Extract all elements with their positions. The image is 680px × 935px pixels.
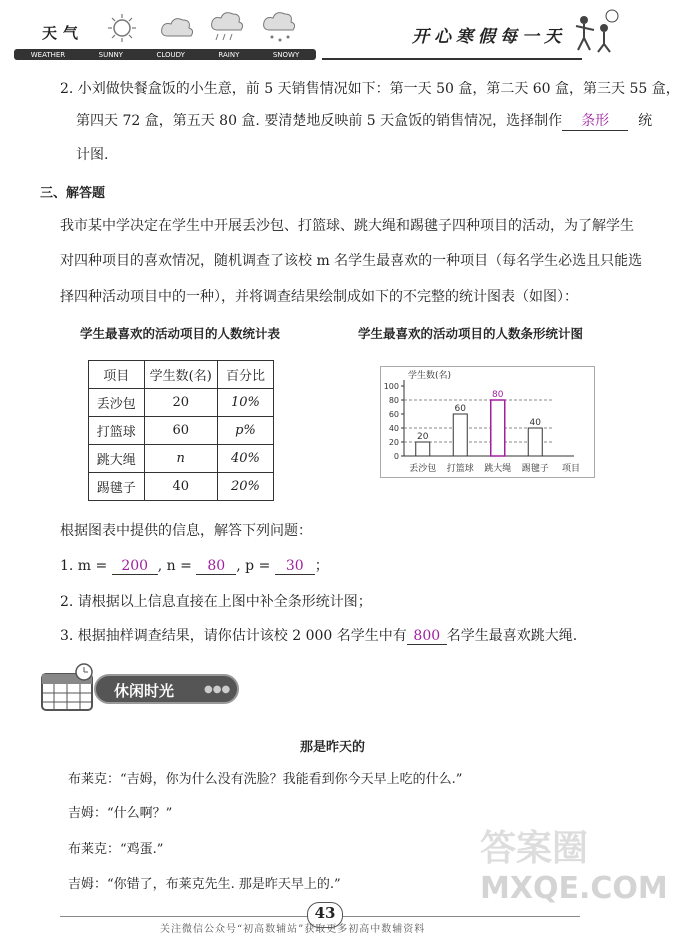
page-header [0, 0, 640, 62]
story-line: 布莱克：“吉姆，你为什么没有洗脸？我能看到你今天早上吃的什么.” [68, 772, 463, 787]
header-divider [322, 58, 582, 60]
weather-item: CLOUDY [156, 50, 185, 59]
page-number: 43 [314, 904, 336, 922]
story-title: 那是昨天的 [300, 740, 366, 755]
table-header-cell: 项目 [89, 361, 145, 389]
bar [491, 400, 505, 456]
q3-text: 3. 根据抽样调查结果，请你估计该校 2 000 名学生中有 [60, 628, 407, 644]
table-cell: 20 [144, 389, 217, 417]
watermark-text: MXQE.COM [480, 871, 668, 906]
section-heading: 三、解答题 [40, 186, 106, 201]
q2-line2 [76, 110, 652, 131]
table-header-cell: 学生数(名) [144, 361, 217, 389]
q2-line2-end: 统 [638, 113, 653, 129]
y-tick-label: 100 [383, 382, 399, 391]
weather-item: WEATHER [30, 50, 66, 59]
table-cell: 打篮球 [89, 417, 145, 445]
people-icon: ●●● [204, 684, 231, 695]
snow-icon [264, 13, 295, 42]
q1-end: ； [314, 558, 329, 574]
questions-intro: 根据图表中提供的信息，解答下列问题： [60, 523, 312, 539]
weather-item: SUNNY [98, 50, 123, 59]
table-row [89, 473, 274, 501]
y-tick-label: 60 [388, 410, 399, 419]
weather-label: 天气 [42, 24, 85, 42]
table-title: 学生最喜欢的活动项目的人数统计表 [80, 326, 281, 341]
q1-n-answer: 80 [196, 558, 236, 575]
table-row [89, 417, 274, 445]
table-header-row [89, 361, 274, 389]
watermark-logo: 答案圈 [480, 828, 589, 869]
story-line: 吉姆：“什么啊？” [68, 806, 173, 821]
y-tick-label: 0 [393, 452, 399, 461]
weather-icons [100, 10, 315, 50]
bar-value-label: 40 [529, 418, 541, 428]
chart-frame [381, 367, 595, 478]
bar [416, 442, 430, 456]
leisure-badge-label: 休闲时光 [114, 682, 175, 700]
weather-item: SNOWY [272, 50, 300, 59]
table-cell: 踢毽子 [89, 473, 145, 501]
leisure-badge [94, 674, 239, 704]
footer-text: 关注微信公众号“初高数辅站”获取更多初高中数辅资料 [160, 924, 426, 935]
leisure-banner [30, 662, 245, 714]
table-header-cell: 百分比 [217, 361, 273, 389]
table-row [89, 445, 274, 473]
bar-value-label: 60 [454, 404, 466, 414]
question-2: 2. 请根据以上信息直接在上图中补全条形统计图； [60, 594, 372, 610]
table-cell: 40 [144, 473, 217, 501]
x-category-label: 打篮球 [446, 464, 474, 474]
weather-strip [14, 49, 316, 60]
bar [528, 428, 542, 456]
q2-line2-text: 第四天 72 盒，第五天 80 盒. 要清楚地反映前 5 天盒饭的销售情况，选择制作 [76, 113, 563, 129]
table-cell: 10% [217, 389, 273, 417]
stat-table [88, 360, 274, 501]
chart-title: 学生最喜欢的活动项目的人数条形统计图 [358, 326, 584, 341]
q1-m-answer: 200 [112, 558, 158, 575]
bar-value-label: 80 [492, 390, 504, 400]
calendar-icon [34, 662, 100, 714]
table-cell: 跳大绳 [89, 445, 145, 473]
footer-bar [0, 902, 640, 935]
question-3 [60, 625, 577, 645]
y-tick-label: 40 [388, 424, 399, 433]
watermark [480, 820, 668, 906]
banner-title: 开心寒假每一天 [412, 27, 566, 47]
table-cell: 40% [217, 445, 273, 473]
y-axis-label: 学生数(名) [408, 371, 452, 381]
q3-text-end: 名学生最喜欢跳大绳. [446, 628, 578, 644]
story-line: 吉姆：“你错了，布莱克先生. 那是昨天早上的.” [68, 877, 341, 892]
kids-playing-icon [570, 6, 630, 54]
rain-icon [212, 13, 243, 40]
q1-p-prefix: , p = [236, 558, 271, 574]
bar [453, 414, 467, 456]
q2-line3: 计图. [76, 147, 109, 163]
sun-icon [108, 14, 136, 42]
q1-p-answer: 30 [275, 558, 315, 575]
q2-line1: 2. 小刘做快餐盒饭的小生意，前 5 天销售情况如下：第一天 50 盒，第二天 60 盒，第三天 55 盒， [60, 81, 680, 97]
section-paragraph: 择四种活动项目中的一种），并将调查结果绘制成如下的不完整的统计图表（如图）： [60, 289, 578, 305]
bar-value-label: 20 [417, 432, 429, 442]
question-1 [60, 555, 329, 575]
y-tick-label: 80 [388, 396, 399, 405]
q1-prefix: 1. m = [60, 558, 108, 574]
table-cell: 20% [217, 473, 273, 501]
table-cell: p% [217, 417, 273, 445]
q3-answer: 800 [407, 628, 447, 645]
cloud-icon [162, 19, 193, 36]
x-category-label: 丢沙包 [409, 464, 437, 474]
x-axis-label: 项目 [562, 464, 581, 474]
x-category-label: 踢毽子 [521, 464, 549, 474]
q2-answer: 条形 [562, 110, 628, 131]
section-paragraph: 对四种项目的喜欢情况，随机调查了该校 m 名学生最喜欢的一种项目（每名学生必选且只能选 [60, 253, 643, 269]
section-paragraph: 我市某中学决定在学生中开展丢沙包、打篮球、跳大绳和踢毽子四种项目的活动，为了解学生 [60, 218, 634, 234]
bar-chart [380, 366, 595, 478]
table-cell: 60 [144, 417, 217, 445]
story-line: 布莱克：“鸡蛋.” [68, 842, 164, 857]
table-cell: 丢沙包 [89, 389, 145, 417]
y-tick-label: 20 [388, 438, 399, 447]
table-row [89, 389, 274, 417]
q1-n-prefix: , n = [157, 558, 192, 574]
table-cell: n [144, 445, 217, 473]
x-category-label: 跳大绳 [484, 464, 512, 474]
weather-item: RAINY [218, 50, 240, 59]
